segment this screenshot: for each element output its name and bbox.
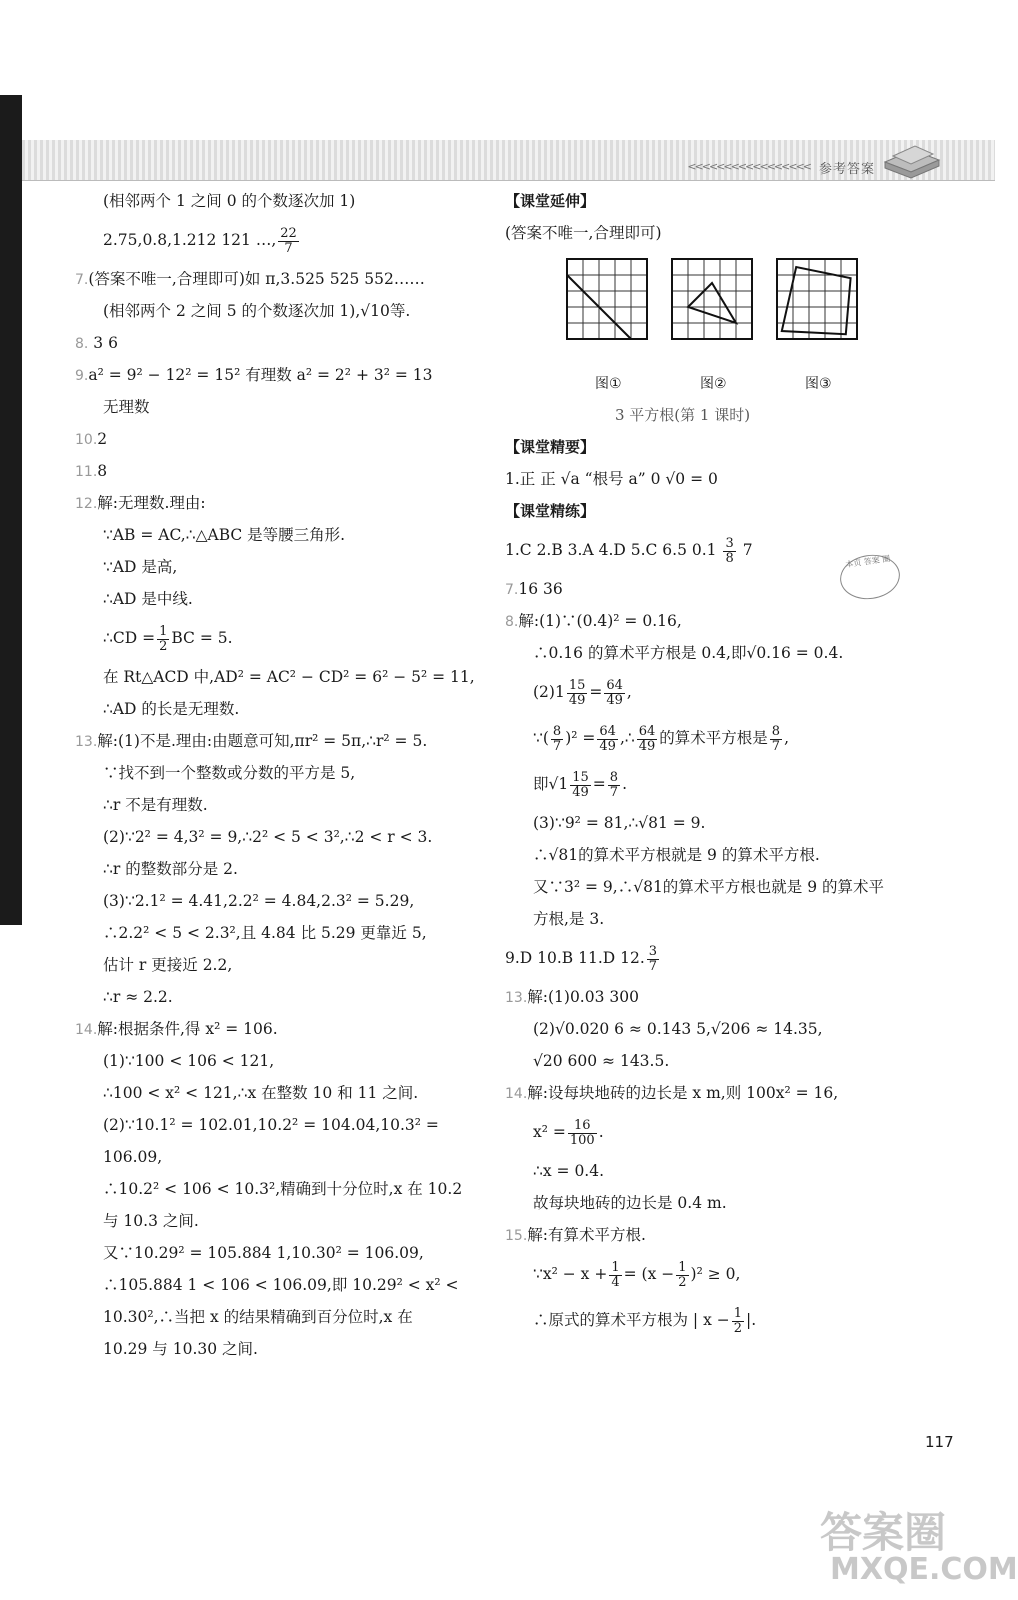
watermark-url: MXQE.COM: [830, 1552, 1018, 1587]
question-number: 15.: [505, 1228, 528, 1244]
answer-line: ∵找不到一个整数或分数的平方是 5,: [103, 764, 356, 782]
answer-line: [505, 761, 950, 807]
grid-squares: [567, 259, 857, 339]
right-column: [505, 185, 950, 1343]
answer-line: [75, 327, 490, 359]
answer-text: 的算术平方根是: [659, 729, 768, 747]
answer-line: [505, 1077, 950, 1109]
answer-line: ∴10.2² < 106 < 10.3²,精确到十分位时,x 在 10.2: [103, 1180, 463, 1198]
answer-line: [75, 359, 490, 391]
answer-text: =: [589, 683, 603, 701]
answer-text: x² =: [533, 1123, 566, 1141]
answer-text: ,: [784, 729, 790, 747]
answer-text: ∴原式的算术平方根为 | x −: [533, 1311, 730, 1329]
answer-line: [75, 615, 490, 661]
answer-line: [75, 725, 490, 757]
answer-text: 解:有算术平方根.: [527, 1226, 646, 1244]
answer-line: (3)∵2.1² = 4.41,2.2² = 4.84,2.3² = 5.29,: [103, 892, 415, 910]
answer-text: a² = 9² − 12² = 15² 有理数 a² = 2² + 3² = 13: [88, 366, 433, 384]
section-heading: 【课堂精练】: [505, 502, 596, 520]
answer-line: (2)√0.020 6 ≈ 0.143 5,√206 ≈ 14.35,: [533, 1020, 823, 1038]
answer-text: BC = 5.: [171, 629, 233, 647]
fraction: $\frac{1}{2}$: [733, 1305, 743, 1336]
question-number: 7.: [75, 272, 89, 288]
answer-line: [505, 669, 950, 715]
book-spine-edge: [0, 95, 22, 925]
answer-line: 在 Rt△ACD 中,AD² = AC² − CD² = 6² − 5² = 11,: [103, 668, 475, 686]
answer-line: (2)∵2² = 4,3² = 9,∴2² < 5 < 3²,∴2 < r < 3.: [103, 828, 433, 846]
answer-line: ∴100 < x² < 121,∴x 在整数 10 和 11 之间.: [103, 1084, 419, 1102]
answer-text: 3 6: [93, 334, 118, 352]
answer-line: (3)∵9² = 81,∴√81 = 9.: [533, 814, 706, 832]
answer-text: ∵x² − x +: [533, 1265, 608, 1283]
answer-line: [505, 1109, 950, 1155]
question-number: 10.: [75, 432, 98, 448]
answer-line: [505, 605, 950, 637]
header-arrows: <<<<<<<<<<<<<<<<<: [687, 160, 810, 173]
fraction: $\frac{22}{7}$: [280, 225, 297, 256]
answer-line: [505, 1297, 950, 1343]
answer-text: |.: [746, 1311, 757, 1329]
answer-line: 106.09,: [103, 1148, 163, 1166]
fraction: $\frac{1}{2}$: [159, 623, 168, 654]
answer-line: 又∵10.29² = 105.884 1,10.30² = 106.09,: [103, 1244, 424, 1262]
answer-line: ∴AD 是中线.: [103, 590, 193, 608]
answer-line: ∴AD 的长是无理数.: [103, 700, 240, 718]
question-number: 8.: [505, 614, 519, 630]
answer-line: 故每块地砖的边长是 0.4 m.: [533, 1194, 727, 1212]
grid-figures: [505, 249, 950, 399]
fraction: $\frac{15}{49}$: [572, 769, 589, 800]
answer-text: =: [592, 775, 606, 793]
question-number: 7.: [505, 582, 519, 598]
answer-line: (相邻两个 2 之间 5 的个数逐次加 1),√10等.: [103, 302, 411, 320]
answer-line: [75, 487, 490, 519]
answer-line: 10.30²,∴当把 x 的结果精确到百分位时,x 在: [103, 1308, 413, 1326]
answer-text: )² ≥ 0,: [690, 1265, 741, 1283]
answer-text: 即√1: [533, 775, 569, 793]
answer-text: 解:(1)不是.理由:由题意可知,πr² = 5π,∴r² = 5.: [97, 732, 428, 750]
answer-text: )² =: [565, 729, 596, 747]
answer-line: (答案不唯一,合理即可): [505, 224, 662, 242]
figure-row: [505, 249, 950, 399]
answer-line: 又∵3² = 9,∴√81的算术平方根也就是 9 的算术平: [533, 878, 885, 896]
grid-border: [567, 259, 647, 339]
answer-text: ∵(: [533, 729, 549, 747]
answer-text: 解:(1)0.03 300: [527, 988, 639, 1006]
answer-line: [75, 263, 490, 295]
answer-line: ∴x = 0.4.: [533, 1162, 605, 1180]
answer-line: [75, 423, 490, 455]
watermark-logo: 答案圈: [820, 1508, 947, 1557]
answer-line: ∵AB = AC,∴△ABC 是等腰三角形.: [103, 526, 346, 544]
fraction: $\frac{3}{8}$: [725, 535, 734, 566]
answer-line: (2)∵10.1² = 102.01,10.2² = 104.04,10.3² =: [103, 1116, 439, 1134]
answer-line: [505, 1219, 950, 1251]
answer-line: ∴r 的整数部分是 2.: [103, 860, 238, 878]
answer-line: √20 600 ≈ 143.5.: [533, 1052, 670, 1070]
fraction: $\frac{64}{49}$: [599, 723, 616, 754]
answer-text: (答案不唯一,合理即可)如 π,3.525 525 552……: [88, 270, 425, 288]
section-heading: 【课堂延伸】: [505, 192, 596, 210]
answer-text: 2: [97, 430, 108, 448]
answer-text: 解:(1)∵(0.4)² = 0.16,: [518, 612, 682, 630]
answer-line: 10.29 与 10.30 之间.: [103, 1340, 258, 1358]
answer-text: 解:设每块地砖的边长是 x m,则 100x² = 16,: [527, 1084, 839, 1102]
answer-text: 9.D 10.B 11.D 12.: [505, 949, 645, 967]
answer-line: [75, 217, 490, 263]
question-number: 9.: [75, 368, 89, 384]
answer-line: ∴√81的算术平方根就是 9 的算术平方根.: [533, 846, 820, 864]
answer-text: = (x −: [623, 1265, 675, 1283]
question-number: 11.: [75, 464, 98, 480]
answer-line: 无理数: [103, 398, 150, 416]
grid-border: [672, 259, 752, 339]
answer-line: 方根,是 3.: [533, 910, 605, 928]
answer-line: ∴r ≈ 2.2.: [103, 988, 173, 1006]
question-number: 14.: [505, 1086, 528, 1102]
answer-line: 1.正 正 √a “根号 a” 0 √0 = 0: [505, 470, 718, 488]
answer-text: 2.75,0.8,1.212 121 …,: [103, 231, 277, 249]
answer-line: 与 10.3 之间.: [103, 1212, 199, 1230]
page-number: 117: [925, 1433, 954, 1451]
fraction: $\frac{16}{100}$: [569, 1117, 595, 1148]
left-column: [75, 185, 490, 1365]
question-number: 14.: [75, 1022, 98, 1038]
figure-caption-1: 图①: [595, 376, 622, 392]
question-number: 8.: [75, 336, 89, 352]
answer-line: [505, 1251, 950, 1297]
section-heading: 【课堂精要】: [505, 438, 596, 456]
answer-text: (2)1: [533, 683, 565, 701]
fraction: $\frac{8}{7}$: [609, 769, 619, 800]
answer-line: [505, 715, 950, 761]
fraction: $\frac{64}{49}$: [606, 677, 623, 708]
answer-line: ∴r 不是有理数.: [103, 796, 208, 814]
answer-text: .: [622, 775, 628, 793]
question-number: 13.: [505, 990, 528, 1006]
answer-line: ∴2.2² < 5 < 2.3²,且 4.84 比 5.29 更靠近 5,: [103, 924, 427, 942]
answer-line: [75, 1013, 490, 1045]
fraction: $\frac{15}{49}$: [568, 677, 586, 708]
answer-text: ∴CD =: [103, 629, 156, 647]
question-number: 13.: [75, 734, 98, 750]
answer-text: 16 36: [518, 580, 563, 598]
answer-text: 解:无理数.理由:: [97, 494, 206, 512]
figure-caption-3: 图③: [805, 376, 832, 392]
answer-text: .: [598, 1123, 604, 1141]
answer-line: [75, 455, 490, 487]
fraction: $\frac{1}{4}$: [611, 1259, 620, 1290]
square-shape: [782, 267, 851, 334]
answer-text: ,: [626, 683, 632, 701]
answer-line: [505, 981, 950, 1013]
answer-text: 7: [742, 541, 753, 559]
answer-text: 1.C 2.B 3.A 4.D 5.C 6.5 0.1: [505, 541, 717, 559]
fraction: $\frac{3}{7}$: [648, 943, 658, 974]
question-number: 12.: [75, 496, 98, 512]
fraction: $\frac{8}{7}$: [552, 723, 562, 754]
fraction: $\frac{64}{49}$: [638, 723, 656, 754]
fraction: $\frac{8}{7}$: [771, 723, 781, 754]
answer-line: (相邻两个 1 之间 0 的个数逐次加 1): [103, 192, 356, 210]
answer-line: (1)∵100 < 106 < 121,: [103, 1052, 275, 1070]
answer-text: ,∴: [619, 729, 635, 747]
triangle-shape: [688, 283, 736, 323]
answer-line: 估计 r 更接近 2.2,: [103, 956, 233, 974]
ink-stamp: 本页 答案 圈: [837, 551, 903, 603]
book-stack-logo-icon: [879, 140, 943, 182]
answer-line: [505, 935, 950, 981]
answer-text: 8: [97, 462, 108, 480]
answer-line: ∴0.16 的算术平方根是 0.4,即√0.16 = 0.4.: [533, 644, 844, 662]
answer-line: ∵AD 是高,: [103, 558, 178, 576]
answer-text: 解:根据条件,得 x² = 106.: [97, 1020, 278, 1038]
answer-line: ∴105.884 1 < 106 < 106.09,即 10.29² < x² <: [103, 1276, 459, 1294]
figure-caption-2: 图②: [700, 376, 727, 392]
header-label: 参考答案: [818, 162, 875, 177]
lesson-subtitle: 3 平方根(第 1 课时): [615, 406, 751, 424]
fraction: $\frac{1}{2}$: [678, 1259, 687, 1290]
